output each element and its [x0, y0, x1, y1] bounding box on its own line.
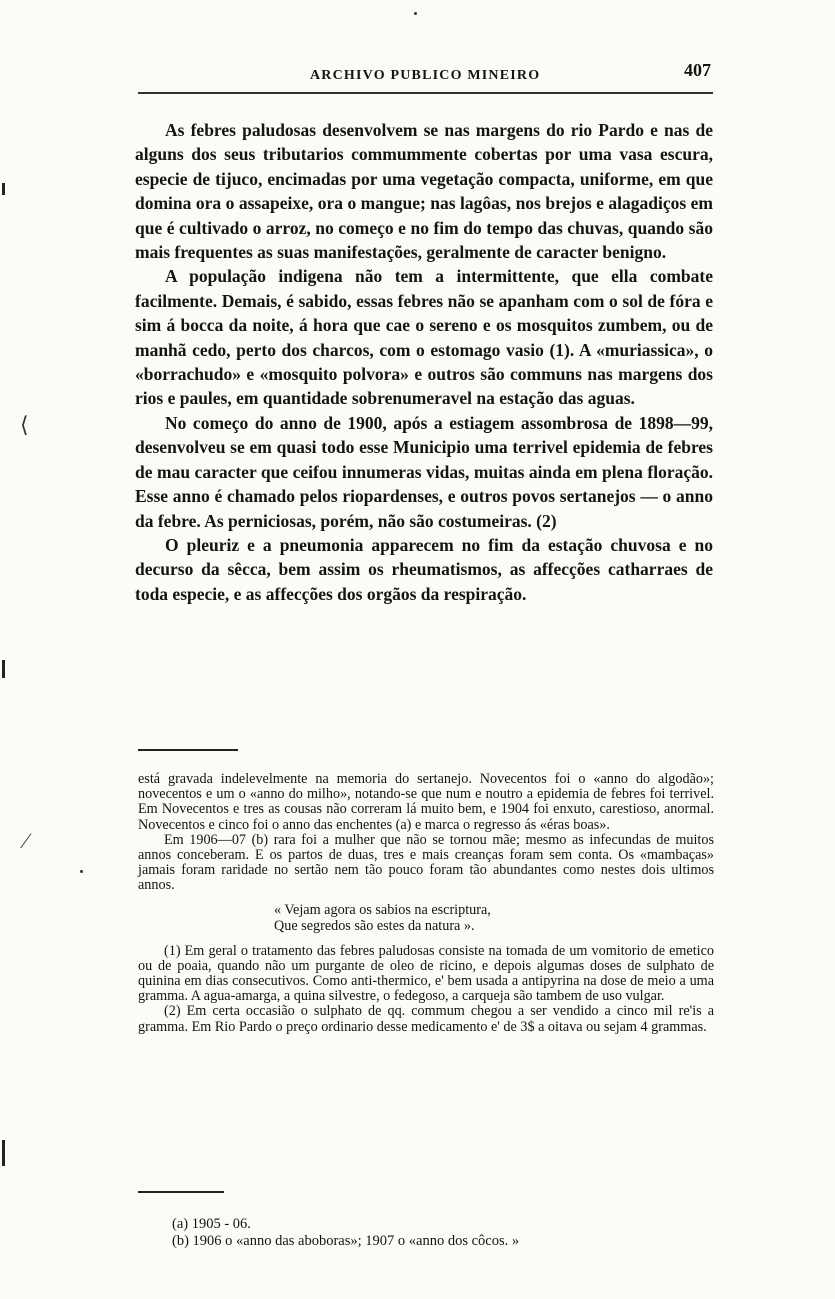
- footnote-1: (1) Em geral o tratamento das febres paludosas consiste na tomada de um vomitorio de emetico ou de poaia, quando não um purgante de oleo de ricino, e depois algumas doses de sulphato de quinina em dias consecutivos. Como anti-thermico, e' bem usada a antipyrina na dose de meio a uma gramma. A agua-amarga, a quina silvestre, o fedegoso, a carqueja são tambem de uso vulgar.: [138, 942, 714, 1005]
- scan-speck: [80, 870, 83, 873]
- main-text: [135, 118, 713, 606]
- margin-scan-mark: [2, 1140, 5, 1166]
- paragraph-epidemia-1900: No começo do anno de 1900, após a estiagem assombrosa de 1898—99, desenvolveu se em quasi todo esse Municipio uma terrivel epidemia de febres de mau caracter que ceifou innumeras vidas, muitas ainda em plena floração. Esse anno é chamado pelos riopardenses, e outros povos sertanejos — o anno da febre. As perniciosas, porém, não são costumeiras. (2): [135, 412, 713, 531]
- margin-scan-mark: [2, 183, 5, 195]
- footnote-separator-rule: [138, 749, 238, 751]
- footnotes: [138, 772, 714, 1035]
- page-number: 407: [684, 60, 711, 80]
- verse-line-1: « Vejam agora os sabios na escriptura,: [274, 901, 491, 918]
- paragraph-populacao-indigena: A população indigena não tem a intermittente, que ella combate facilmente. Demais, é sabido, essas febres não se apanham com o sol de fóra e sim á bocca da noite, á hora que cae o sereno e os mosquitos zumbem, ou de manhã cedo, perto dos charcos, com o estomago vasio (1). A «muriassica», o «borrachudo» e «mosquito polvora» e outros são communs nas margens dos rios e paules, em quantidade sobrenumeravel na estação das aguas.: [135, 266, 713, 409]
- margin-pen-mark: ⟨: [20, 412, 29, 437]
- margin-scan-mark: [2, 660, 5, 678]
- subnote-b: (b) 1906 o «anno das aboboras»; 1907 o «anno dos côcos. »: [172, 1233, 520, 1249]
- note-continuation: está gravada indelevelmente na memoria do sertanejo. Novecentos foi o «anno do algodão»; novecentos e um o «anno do milho», notando-se que num e noutro a epidemia de febres foi terrivel. Em Novecentos e tres as cousas não correram lá muito bem, e 1904 foi enxuto, carestioso, anormal. Novecentos e cinco foi o anno das enchentes (a) e marca o regresso ás «éras boas».: [138, 771, 714, 833]
- verse-quote: [274, 902, 714, 934]
- verse-line-2: Que segredos são estes da natura ».: [274, 917, 475, 934]
- paragraph-pleuriz-pneumonia: O pleuriz e a pneumonia apparecem no fim da estação chuvosa e no decurso da sêcca, bem assim os rheumatismos, as affecções catharraes de toda especie, e as affecções dos orgãos da respiração.: [135, 534, 713, 604]
- subnotes: [172, 1216, 519, 1250]
- subnote-separator-rule: [138, 1191, 224, 1193]
- margin-pen-mark: ∕: [24, 828, 28, 853]
- note-continuation-second: Em 1906—07 (b) rara foi a mulher que não se tornou mãe; mesmo as infecundas de muitos annos conceberam. E os partos de duas, tres e mais creanças foram sem conta. Os «mambaças» jamais foram raridade no sertão nem tão pouco foram tão abundantes como nestes dois ultimos annos.: [138, 831, 714, 894]
- footnote-2: (2) Em certa occasião o sulphato de qq. commum chegou a ser vendido a cinco mil re'is a gramma. Em Rio Pardo o preço ordinario desse medicamento e' de 3$ a oitava ou sejam 4 grammas.: [138, 1003, 714, 1035]
- subnote-a: (a) 1905 - 06.: [172, 1216, 251, 1232]
- header-rule: [138, 92, 713, 94]
- page-header: [138, 58, 713, 98]
- scan-speck: [414, 12, 417, 15]
- running-head: ARCHIVO PUBLICO MINEIRO: [310, 68, 541, 83]
- paragraph-febres-paludosas: As febres paludosas desenvolvem se nas margens do rio Pardo e nas de alguns dos seus tributarios commummente cobertas por uma vasa escura, especie de tijuco, encimadas por uma vegetação compacta, uniforme, em que domina ora o assapeixe, ora o mangue; nas lagôas, nos brejos e alagadiços em que é cultivado o arroz, no começo e no fim do tempo das chuvas, quando são mais frequentes as suas manifestações, geralmente de caracter benigno.: [135, 120, 713, 263]
